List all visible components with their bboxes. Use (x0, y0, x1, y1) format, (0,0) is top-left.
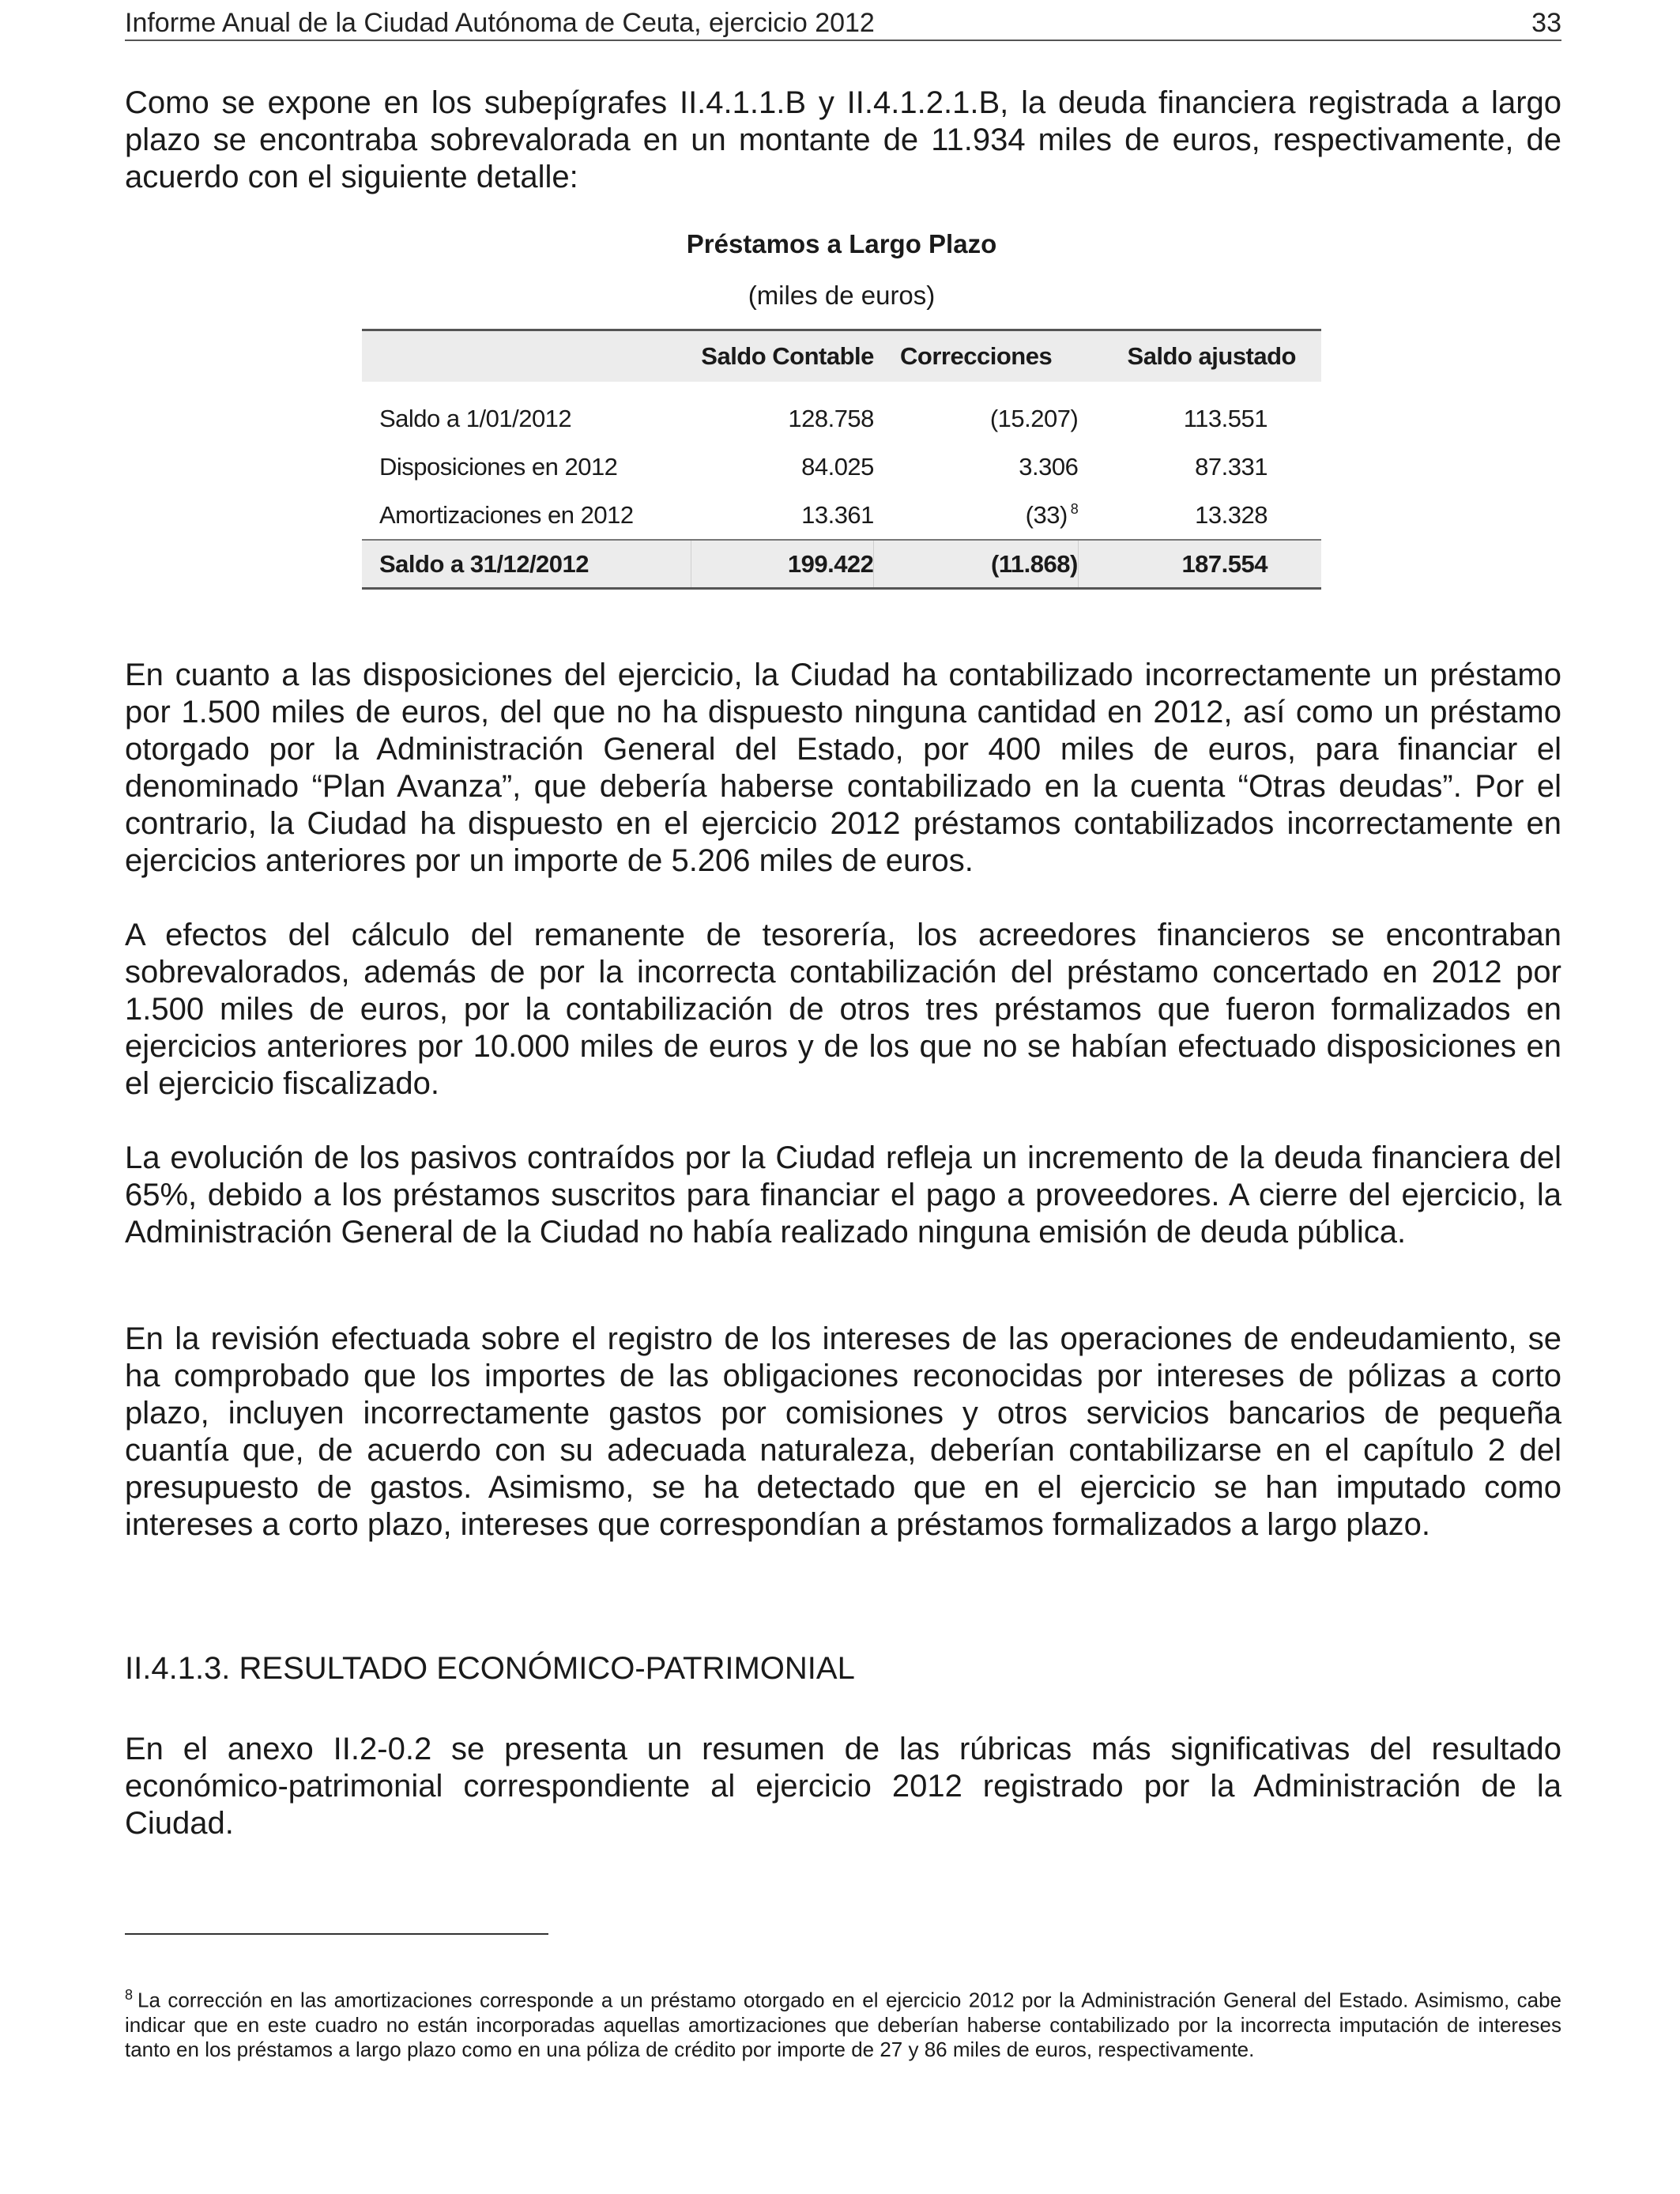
footnote-text: La corrección en las amortizaciones corresponde a un préstamo otorgado en el ejercicio 2012 por la Administración General del Estado. Asimismo, cabe indicar que en este cuadro no están incorporadas aquellas amortizaciones que deberían haberse contabilizado por la incorrecta imputación de intereses tanto en los préstamos a largo plazo como en una póliza de crédito por importe de 27 y 86 miles de euros, respectivamente. (125, 1988, 1561, 2061)
cell-saldo-contable: 13.361 (801, 500, 874, 529)
header-correcciones: Correcciones (874, 330, 1078, 383)
page-number: 33 (1531, 8, 1561, 38)
table-subtitle: (miles de euros) (748, 281, 936, 310)
cell-correcciones: (15.207) (989, 404, 1079, 432)
loans-table (362, 329, 1321, 590)
footnote-number: 8 (125, 1987, 134, 2003)
paragraph-evolucion: La evolución de los pasivos contraídos por la Ciudad refleja un incremento de la deuda financiera del 65%, debido a los préstamos suscritos para financiar el pago a proveedores. A cierre del ejercicio, la Administración General de la Ciudad no había realizado ninguna emisión de deuda pública. (125, 1140, 1561, 1250)
table-row (362, 394, 1321, 443)
table-title: Préstamos a Largo Plazo (686, 229, 997, 258)
cell-saldo-ajustado: 13.328 (1195, 500, 1268, 529)
header-saldo-contable: Saldo Contable (691, 330, 873, 383)
cell-saldo-ajustado: 113.551 (1183, 404, 1268, 432)
table-header-row (362, 330, 1321, 383)
table-row (362, 443, 1321, 491)
section-heading: II.4.1.3. RESULTADO ECONÓMICO-PATRIMONIAL (125, 1651, 855, 1686)
footnote-divider (125, 1933, 548, 1935)
paragraph-intro: Como se expone en los subepígrafes II.4.1.1.B y II.4.1.2.1.B, la deuda financiera registrada a largo plazo se encontraba sobrevalorada en un montante de 11.934 miles de euros, respectivamente, de acuerdo con el siguiente detalle: (125, 85, 1561, 194)
row-label: Amortizaciones en 2012 (379, 500, 634, 529)
cell-saldo-contable: 128.758 (788, 404, 874, 432)
table-total-row (362, 540, 1321, 589)
paragraph-disposiciones: En cuanto a las disposiciones del ejercicio, la Ciudad ha contabilizado incorrectamente un préstamo por 1.500 miles de euros, del que no ha dispuesto ninguna cantidad en 2012, así como un préstamo otorgado por la Administración General del Estado, por 400 miles de euros, para financiar el denominado “Plan Avanza”, que debería haberse contabilizado en la cuenta “Otras deudas”. Por el contrario, la Ciudad ha dispuesto en el ejercicio 2012 préstamos contabilizados incorrectamente en ejercicios anteriores por un importe de 5.206 miles de euros. (125, 658, 1561, 878)
loans-table-container (362, 329, 1321, 590)
header-cell-empty (362, 330, 691, 383)
page-header (125, 3, 1561, 41)
table-row (362, 491, 1321, 540)
row-label: Saldo a 1/01/2012 (379, 404, 572, 432)
document-title: Informe Anual de la Ciudad Autónoma de Ceuta, ejercicio 2012 (125, 8, 875, 38)
total-saldo-contable: 199.422 (691, 540, 873, 589)
total-correcciones: (11.868) (874, 540, 1078, 589)
cell-correcciones (874, 491, 1078, 540)
header-saldo-ajustado: Saldo ajustado (1078, 330, 1321, 383)
cell-saldo-ajustado: 87.331 (1195, 452, 1268, 481)
footnote (125, 1983, 1561, 2062)
paragraph-intereses: En la revisión efectuada sobre el registro de los intereses de las operaciones de endeudamiento, se ha comprobado que los importes de las obligaciones reconocidas por intereses de pólizas a corto plazo, incluyen incorrectamente gastos por comisiones y otros servicios bancarios de pequeña cuantía que, de acuerdo con su adecuada naturaleza, deberían contabilizarse en el capítulo 2 del presupuesto de gastos. Asimismo, se ha detectado que en el ejercicio se han imputado como intereses a corto plazo, intereses que correspondían a préstamos formalizados a largo plazo. (125, 1321, 1561, 1542)
correcciones-value: (33) (1025, 500, 1068, 529)
cell-correcciones: 3.306 (1019, 452, 1079, 481)
paragraph-remanente: A efectos del cálculo del remanente de tesorería, los acreedores financieros se encontraban sobrevalorados, además de por la incorrecta contabilización del préstamo concertado en 2012 por 1.500 miles de euros, por la contabilización de otros tres préstamos que fueron formalizados en ejercicios anteriores por 10.000 miles de euros y de los que no se habían efectuado disposiciones en el ejercicio fiscalizado. (125, 918, 1561, 1101)
total-label: Saldo a 31/12/2012 (362, 540, 691, 589)
spacer-row (362, 382, 1321, 394)
paragraph-anexo: En el anexo II.2-0.2 se presenta un resumen de las rúbricas más significativas del resultado económico-patrimonial correspondiente al ejercicio 2012 registrado por la Administración de la Ciudad. (125, 1732, 1561, 1841)
footnote-reference: 8 (1070, 501, 1079, 518)
cell-saldo-contable: 84.025 (801, 452, 874, 481)
total-saldo-ajustado: 187.554 (1078, 540, 1321, 589)
row-label: Disposiciones en 2012 (379, 452, 618, 481)
